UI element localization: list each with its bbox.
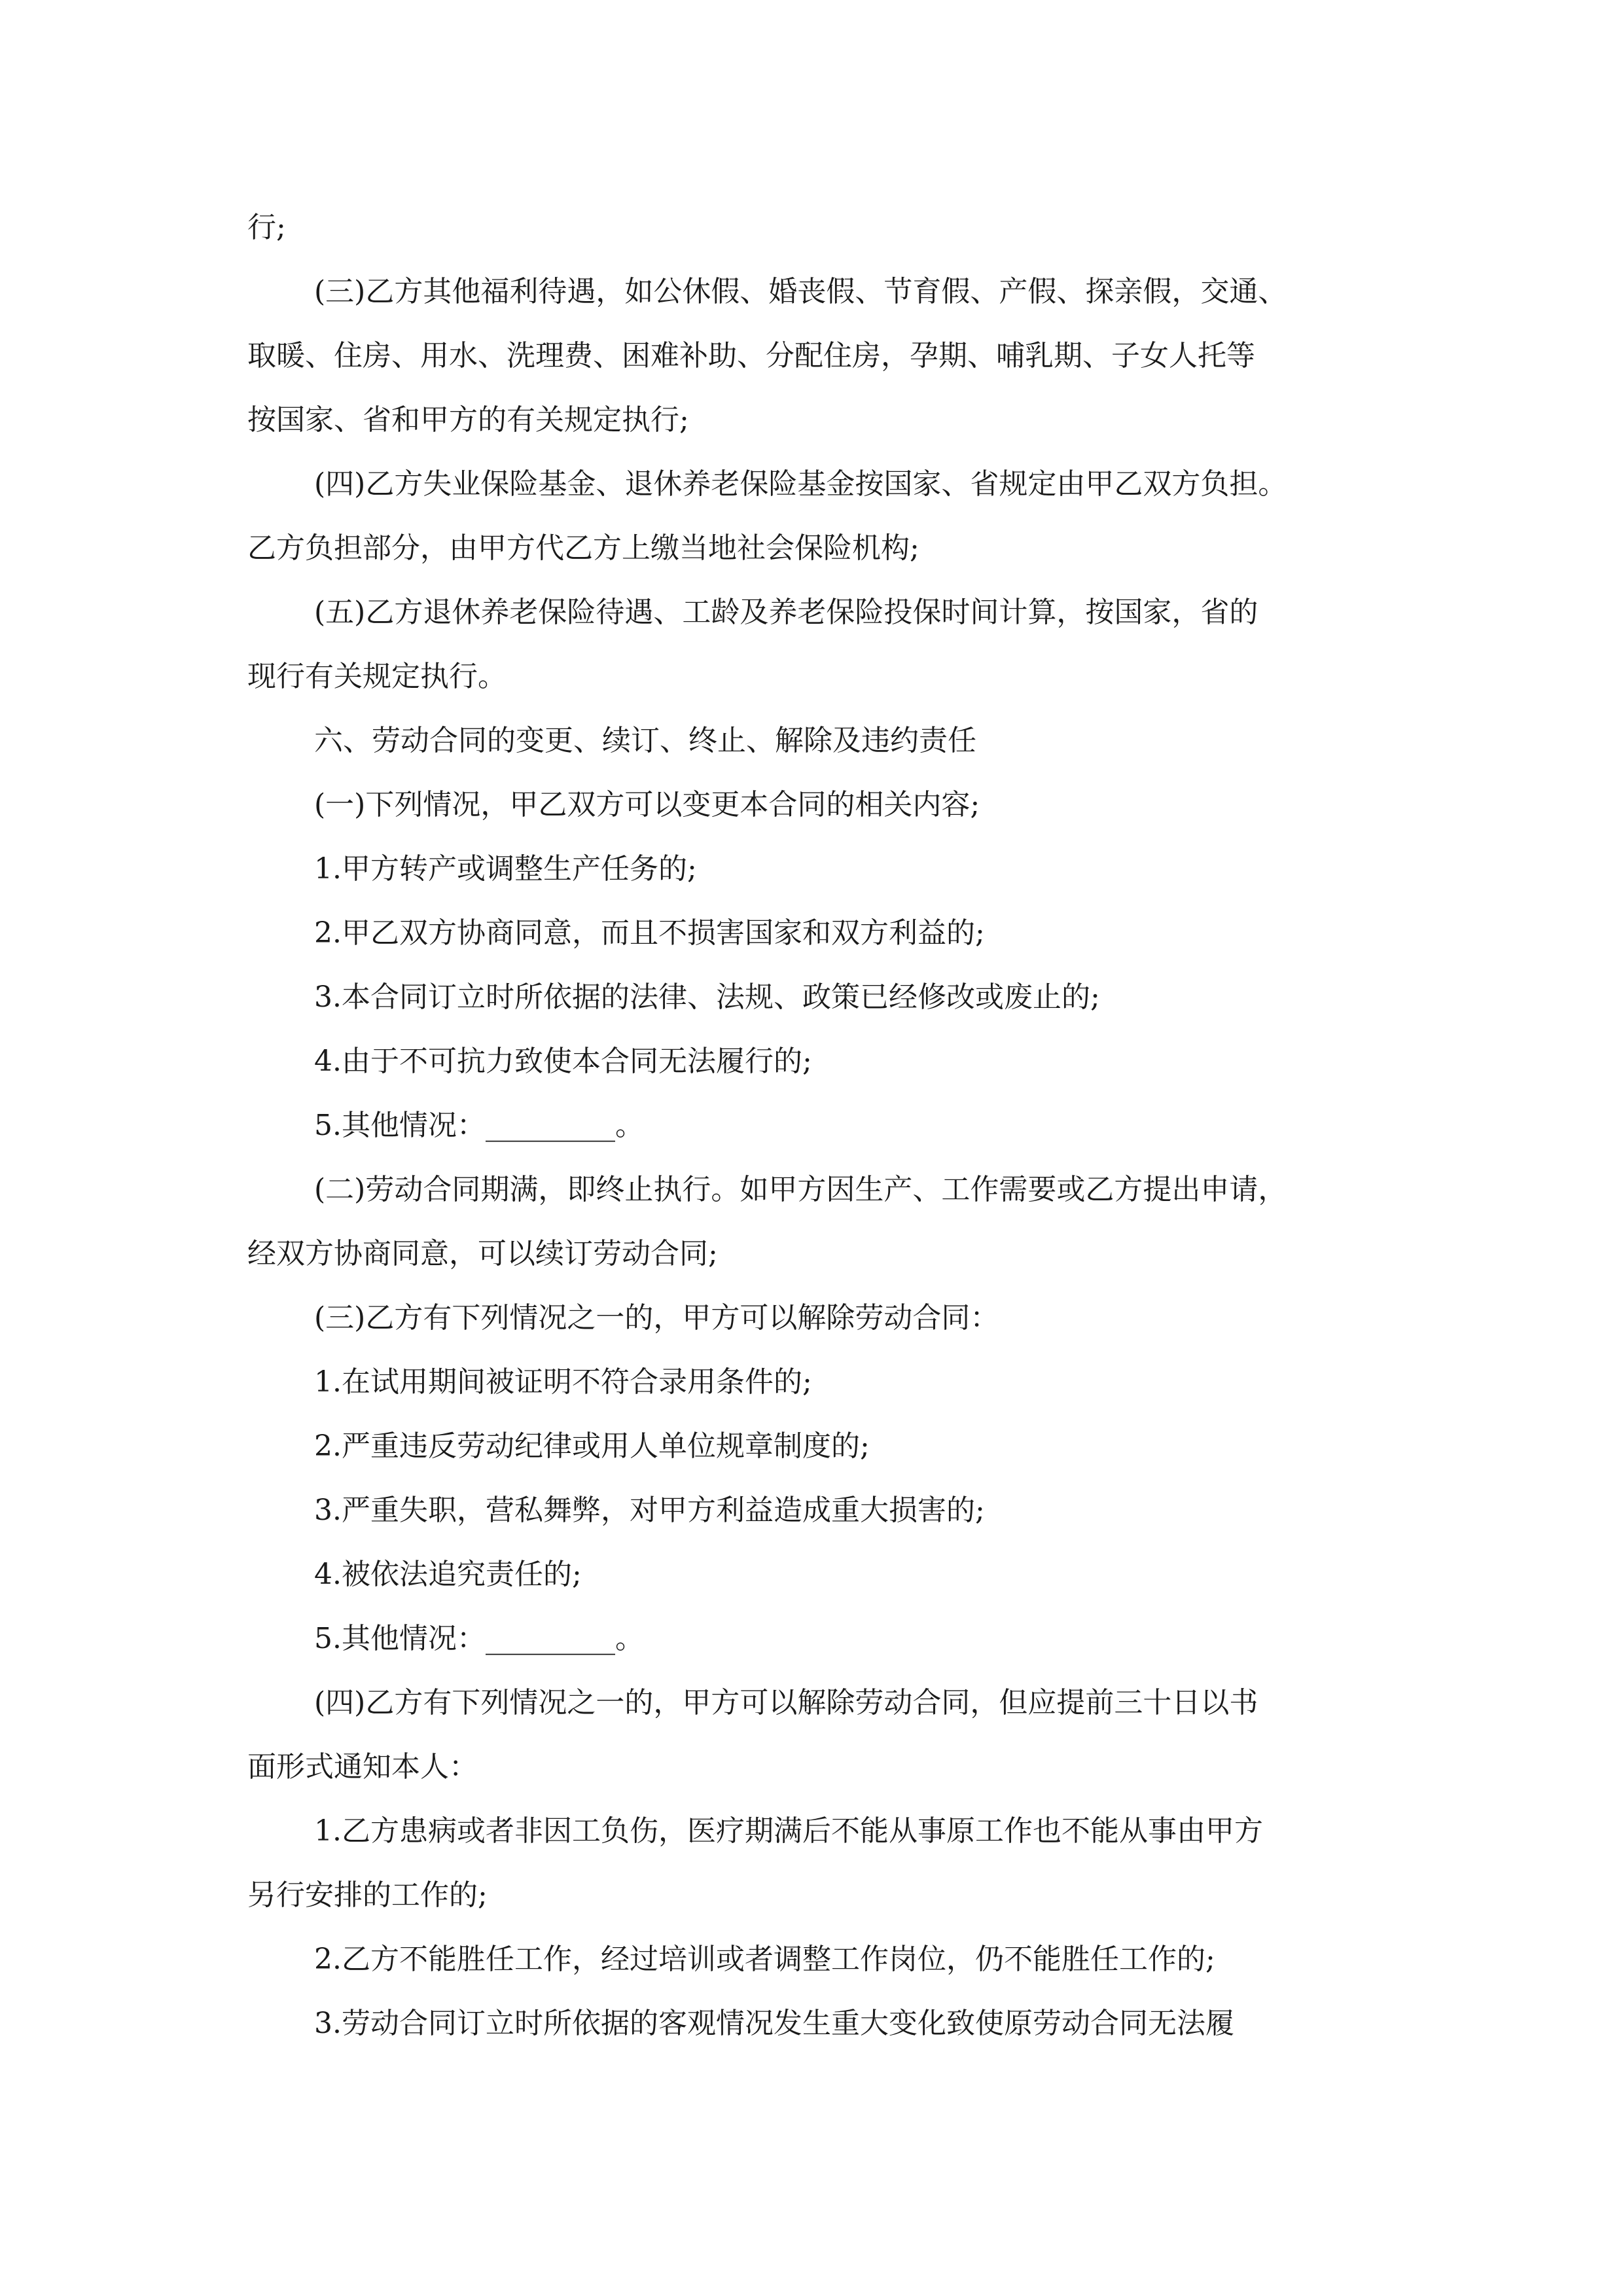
text-line: (二)劳动合同期满，即终止执行。如甲方因生产、工作需要或乙方提出申请， bbox=[314, 1173, 1287, 1206]
list-item: 4.被依法追究责任的; bbox=[314, 1558, 582, 1591]
text-line: (一)下列情况，甲乙双方可以变更本合同的相关内容; bbox=[314, 788, 980, 821]
text-line: 行; bbox=[247, 211, 286, 244]
text-line: (三)乙方其他福利待遇，如公休假、婚丧假、节育假、产假、探亲假，交通、 bbox=[314, 275, 1287, 308]
text-line: 另行安排的工作的; bbox=[247, 1878, 488, 1912]
text-line: (三)乙方有下列情况之一的，甲方可以解除劳动合同： bbox=[314, 1301, 999, 1335]
list-item: 2.严重违反劳动纪律或用人单位规章制度的; bbox=[314, 1429, 870, 1463]
list-item: 1.乙方患病或者非因工负伤，医疗期满后不能从事原工作也不能从事由甲方 bbox=[314, 1814, 1263, 1848]
list-item: 4.由于不可抗力致使本合同无法履行的; bbox=[314, 1045, 812, 1078]
text-line: 面形式通知本人： bbox=[247, 1750, 478, 1784]
text-line: 乙方负担部分，由甲方代乙方上缴当地社会保险机构; bbox=[247, 531, 919, 565]
list-item: 3.严重失职，营私舞弊，对甲方利益造成重大损害的; bbox=[314, 1494, 985, 1527]
list-item: 2.甲乙双方协商同意，而且不损害国家和双方利益的; bbox=[314, 916, 985, 950]
text-line: (四)乙方失业保险基金、退休养老保险基金按国家、省规定由甲乙双方负担。 bbox=[314, 467, 1287, 501]
text-line: 经双方协商同意，可以续订劳动合同; bbox=[247, 1237, 718, 1270]
list-item: 3.劳动合同订立时所依据的客观情况发生重大变化致使原劳动合同无法履 bbox=[314, 2007, 1234, 2040]
list-item: 5.其他情况：_________。 bbox=[314, 1622, 644, 1655]
text-line: (五)乙方退休养老保险待遇、工龄及养老保险投保时间计算，按国家，省的 bbox=[314, 596, 1258, 629]
list-item: 5.其他情况：_________。 bbox=[314, 1109, 644, 1142]
list-item: 3.本合同订立时所依据的法律、法规、政策已经修改或废止的; bbox=[314, 980, 1100, 1014]
text-line: 按国家、省和甲方的有关规定执行; bbox=[247, 403, 689, 437]
text-line: 取暖、住房、用水、洗理费、困难补助、分配住房，孕期、哺乳期、子女人托等 bbox=[247, 339, 1255, 372]
section-heading: 六、劳动合同的变更、续订、终止、解除及违约责任 bbox=[314, 724, 976, 757]
text-line: 现行有关规定执行。 bbox=[247, 660, 507, 693]
list-item: 1.甲方转产或调整生产任务的; bbox=[314, 852, 697, 886]
list-item: 2.乙方不能胜任工作，经过培训或者调整工作岗位，仍不能胜任工作的; bbox=[314, 1943, 1215, 1976]
list-item: 1.在试用期间被证明不符合录用条件的; bbox=[314, 1365, 812, 1399]
text-line: (四)乙方有下列情况之一的，甲方可以解除劳动合同，但应提前三十日以书 bbox=[314, 1686, 1258, 1719]
